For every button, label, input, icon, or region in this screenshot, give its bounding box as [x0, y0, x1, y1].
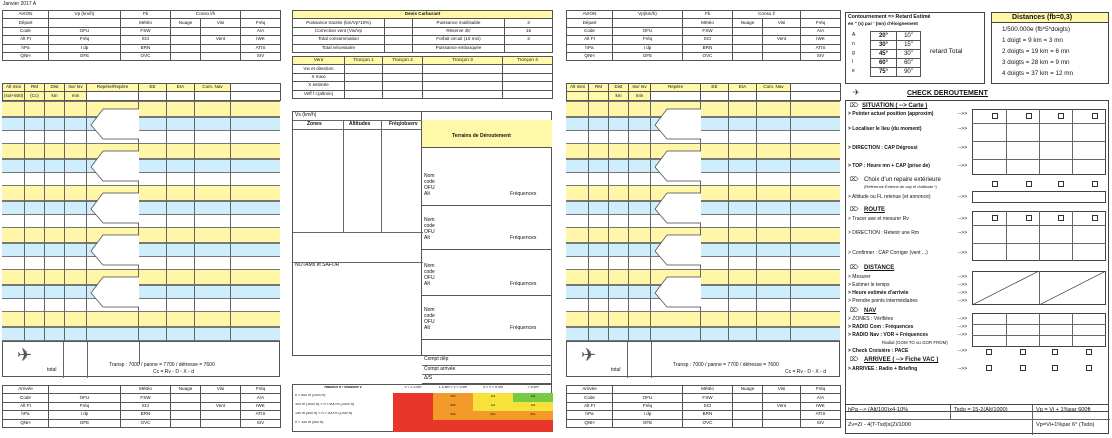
checkbox[interactable] — [1092, 181, 1098, 187]
nav-log-right — [566, 10, 840, 436]
checkbox[interactable] — [992, 113, 998, 119]
formula-box: hPa --> (Alt/100)x4-10% Tsdo = 15-2(Alt/1000) Vp = Vi + 1%par 600ft Zv=Zi - 4(T-Tsd)x(Zi/1000 Vp=Vi+1%par 6° (Tsdo) — [845, 404, 1109, 434]
checkbox[interactable] — [1026, 181, 1032, 187]
arrival-table-2: Arrivée Météo Nuage Visi Fréq Code OFU FSW A/A Alt Ft Fréq SCI Vent IWK hPa I dp BRN ATIS QNH OFE OVC SIV — [566, 385, 841, 428]
checkbox[interactable] — [1026, 215, 1032, 221]
arrival-table: Arrivée Météo Nuage Visi Fréq Code OFU FSW A/A Alt Ft Fréq SCI Vent IWK hPa I dp BRN ATIS QNH OFE OVC SIV — [2, 385, 281, 428]
visibility-table: Hauteur h / visibilité v v < 1.5 km 1.5 km < v < 5 km 5 < v < 8 km > 8 km h > 600 m (2000 ft) 300 m (1000 ft) < h < 600 m (2000 ft) 150 m (500 ft) < h < 300 m (1000 ft) h < 150 m (500 ft) M3 D3 D4 M4 D3 D4 M4 M2 M1 — [292, 384, 552, 432]
check-list: SITUATION ( --> Carte ) ⌦ > Pointer actuel position (approxim) -->> > Localiser le lieu (du moment) -->> > DIRECTION : CAP Dégrossi -->> > TOP : Heure mn + CAP (prise de) -->> ⌦ Choix d'un repaire extérieure (Référence Externe de cap et d'altitude !) > Altitude ou FL retenue (et annonce) -->> ⌦ ROUTE > Tracer axe et mesurer Rv -->> > DIRECTION : Retenir une Rm -->> > Confirmer : CAP Corriger (vent ...) -->> ⌦ DISTANCE > Mesurer -->> > Estimer le temps -->> > Heure estimée d'arrivée -->> > Prendre points intermédiaires -->> ⌦ NAV > ZONES : Vérifiées -->> > RADIO Com : Fréquences -->> > RADIO Nav : VOR + Fréquences -->> Radial (GOM TO ou GOR FROM) > Check Croisière : PACE -->> ⌦ ARRIVEE ( --> Fiche VAC ) > ARRIVEE : Radio + Briefing -->> — [845, 100, 1109, 412]
check-panel — [845, 12, 1109, 436]
airplane-icon: ✈ — [17, 345, 33, 365]
checkbox[interactable] — [1020, 349, 1026, 355]
col-eia: EIA — [167, 84, 195, 92]
arrow-icon: ⌦ — [850, 357, 859, 363]
checkbox[interactable] — [1092, 215, 1098, 221]
distance-slash — [972, 271, 1106, 305]
diversion-title: Terrains de Déroutement — [452, 133, 511, 139]
diversion-block — [422, 111, 552, 356]
checkbox[interactable] — [1058, 181, 1064, 187]
checkbox[interactable] — [1020, 365, 1026, 371]
document-date: Janvier 2017 A — [3, 1, 37, 7]
diversion-entry: Nom code OFU Alt Fréquences — [422, 250, 552, 296]
fuel-table: Devis Carburant Puissance tractée (km/Vp*10%) Puissance inutilisable 3 Correction vent (Vw/Vp Réserve 45' 15 Total consommation Forfait circuit (10 min) 3 Total nécessaire Puissance embarquée — [292, 10, 553, 53]
departure-table: AVION Vp (km/h) Fb Conso l/h Départ Météo Nuage Visi Fréq Code OFU FSW A/A Alt Ft Fréq SCI Vent IWK hPa I dp BRN ATIS QNH OFE OVC SIV — [2, 10, 281, 61]
checkbox[interactable] — [992, 215, 998, 221]
fb-label: Fb — [121, 11, 171, 19]
contournement-box: Contournement => Retard Estimé en " (s) par ' (mn) d'éloignement A n g l e 20° 10" 30° 15" 45° 30" 60° 60" 75° 90" retard Total — [845, 12, 985, 84]
nav-log-left — [2, 10, 280, 436]
arrow-icon: ⌦ — [850, 103, 859, 109]
airplane-small-icon: ✈ — [853, 88, 860, 97]
departure-table-2: AVION Vp(km/h) Fb Conso l/ Départ Météo Nuage Visi Fréq Code OFU FSW A/A Alt Ft Fréq SCI Vent IWK hPa I dp BRN ATIS QNH OFE OVC SIV — [566, 10, 841, 61]
check-title: CHECK DEROUTEMENT — [907, 90, 988, 97]
distances-box: Distances (fb=0,3) 1/500.000e (fb*5*doigts) 1 doigt = 9 km = 3 mn 2 doigts = 19 km = 6 mn 3 doigts = 28 km = 9 mn 4 doigts = 37 km = 12 mn — [991, 12, 1109, 84]
diversion-entry: Nom code OFU Alt Fréquences — [422, 296, 552, 340]
leg-arrows — [87, 101, 139, 341]
checkbox[interactable] — [1058, 113, 1064, 119]
wind-table: Vent Tronçon 1 Tronçon 2 Tronçon 3 Tronçon 4 Vw et direction X maxi X estimée Veff f c(altmin) — [292, 56, 553, 99]
angle-table: 20° 10" 30° 15" 45° 30" 60° 60" 75° 90" — [870, 31, 921, 77]
checkbox[interactable] — [1052, 365, 1058, 371]
col-rm: RM — [25, 84, 45, 92]
column-header-table: Alt mini RM Dist Isv/ Isv Repère/Repère EE EIA Com. Nav (sol+500) (Cc) km min — [2, 83, 281, 101]
arrival-label: Arrivée — [3, 386, 49, 394]
cc-formula: Cc = Rv - D - X - d — [153, 369, 194, 375]
col-ee: EE — [139, 84, 167, 92]
checkbox[interactable] — [986, 365, 992, 371]
nav-footer — [2, 341, 280, 377]
leg-rows-2 — [566, 101, 840, 341]
counters-block: Compt dép Compt arrivée Δ/S — [422, 356, 552, 384]
column-header-table-2: Alt mini RM Dist Isv/ Isv Repère EE EIA Com. Nav km min — [566, 83, 841, 101]
arrow-icon: ⌦ — [850, 207, 859, 213]
diversion-entry: Nom code OFU Alt Fréquences — [422, 206, 552, 250]
col-com-nav: Com. Nav — [195, 84, 231, 92]
checkbox[interactable] — [1052, 349, 1058, 355]
col-dist: Dist — [45, 84, 65, 92]
checkbox[interactable] — [1092, 113, 1098, 119]
leg-rows — [2, 101, 280, 341]
fuel-panel — [292, 10, 552, 436]
airplane-icon: ✈ — [581, 345, 597, 365]
diversion-entry: Nom code OFU Alt Fréquences — [422, 162, 552, 206]
depart-label: Départ — [3, 19, 49, 27]
col-isv: Isv/ Isv — [65, 84, 87, 92]
aircraft-label: AVION — [3, 11, 49, 19]
vp-label: Vp (km/h) — [49, 11, 121, 19]
notam-label: NOTAMs et SAFOR — [295, 262, 340, 268]
col-alt-mini: Alt mini — [3, 84, 25, 92]
checkbox[interactable] — [1086, 365, 1092, 371]
zones-block: Vs (km/h) Zones Altitudes Fréq/observ NOTAMs et SAFOR — [292, 111, 422, 356]
nav-footer-2: ✈ total Transp : 7000 / panne = 7700 / détresse = 7600 Cc = Rv - D - X - d — [566, 341, 840, 377]
checkbox[interactable] — [992, 181, 998, 187]
leg-arrows — [651, 101, 701, 341]
checkbox[interactable] — [1086, 349, 1092, 355]
arrow-icon: ⌦ — [850, 308, 859, 314]
arrow-icon: ⌦ — [850, 177, 859, 183]
total-label: total — [47, 367, 57, 373]
col-repere: Repère/Repère — [87, 84, 139, 92]
fuel-title: Devis Carburant — [293, 11, 553, 19]
checkbox[interactable] — [1058, 215, 1064, 221]
checkbox[interactable] — [1026, 113, 1032, 119]
transponder-codes: Transp : 7000 / panne = 7700 / détresse = 7600 — [109, 362, 215, 368]
conso-label: Conso l/h — [171, 11, 241, 19]
checkbox[interactable] — [986, 349, 992, 355]
arrow-icon: ⌦ — [850, 265, 859, 271]
